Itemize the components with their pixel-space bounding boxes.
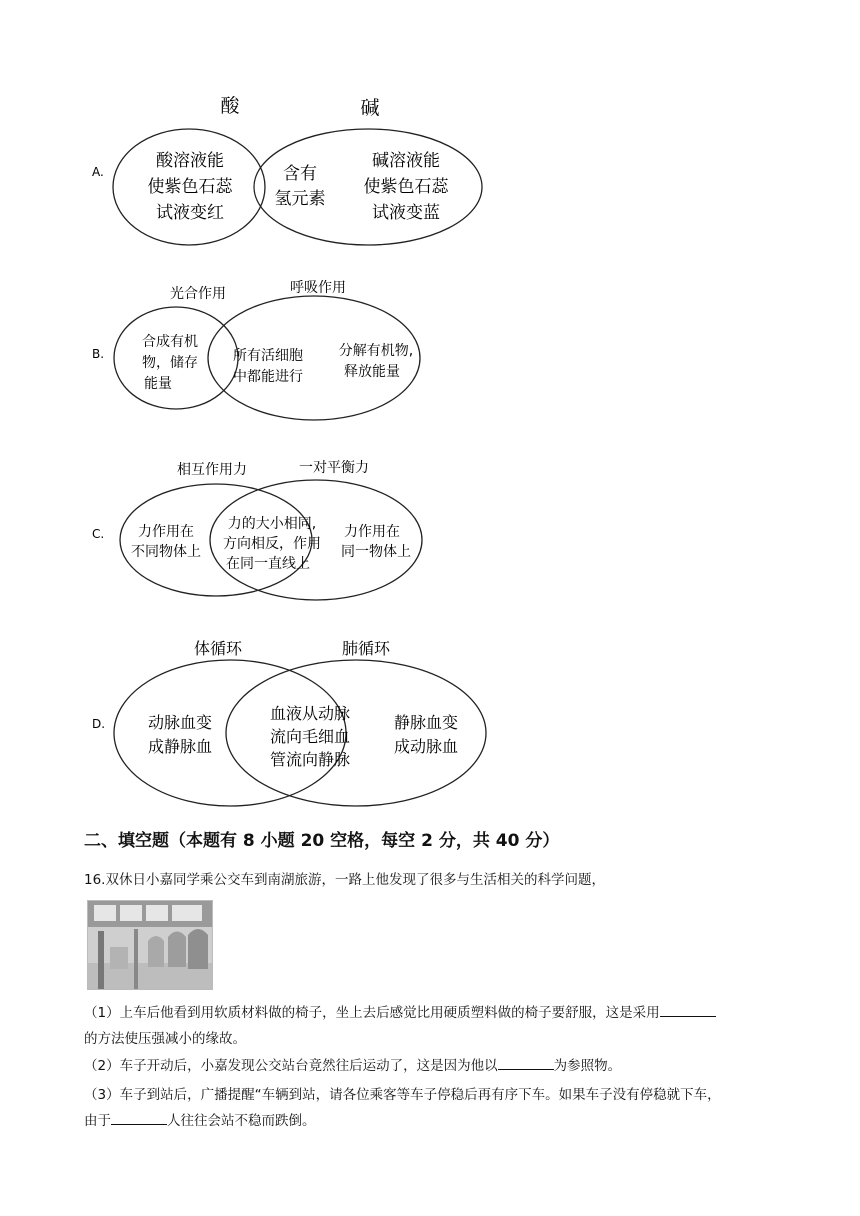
left-text-1: 力作用在 bbox=[138, 524, 194, 540]
option-label: B. bbox=[92, 347, 105, 361]
venn-diagram-c bbox=[0, 450, 520, 610]
part-3-text-b: 由于 bbox=[84, 1113, 111, 1129]
right-title: 一对平衡力 bbox=[299, 460, 369, 476]
right-text-2: 使紫色石蕊 bbox=[363, 177, 449, 197]
center-text-1: 含有 bbox=[283, 164, 317, 184]
answer-blank-3[interactable] bbox=[111, 1110, 167, 1125]
left-text-1: 合成有机 bbox=[142, 334, 198, 350]
part-2-text-a: （2）车子开动后，小嘉发现公交站台竟然往后运动了，这是因为他以 bbox=[84, 1058, 498, 1074]
part-1-text-b: 的方法使压强减小的缘故。 bbox=[84, 1031, 246, 1047]
center-text-3: 管流向静脉 bbox=[269, 750, 351, 769]
right-title: 碱 bbox=[360, 97, 380, 119]
venn-svg-c bbox=[0, 450, 520, 610]
left-text-2: 不同物体上 bbox=[131, 544, 201, 560]
right-text-1: 碱溶液能 bbox=[372, 151, 440, 171]
center-text-2: 方向相反，作用 bbox=[223, 536, 321, 552]
venn-diagram-a bbox=[0, 80, 520, 260]
part-1-text-a: （1）上车后他看到用软质材料做的椅子，坐上去后感觉比用硬质塑料做的椅子要舒服，这是采用 bbox=[84, 1005, 660, 1021]
left-title: 酸 bbox=[220, 95, 240, 117]
question-16-part-3 bbox=[84, 1082, 764, 1134]
left-text-3: 试液变红 bbox=[156, 203, 224, 223]
question-16-part-2 bbox=[84, 1053, 764, 1079]
left-text-2: 成静脉血 bbox=[147, 737, 213, 756]
left-text-3: 能量 bbox=[144, 376, 172, 392]
left-text-1: 酸溶液能 bbox=[156, 151, 224, 171]
option-label: C. bbox=[92, 527, 105, 541]
center-text-1: 力的大小相同, bbox=[227, 516, 317, 532]
left-title: 光合作用 bbox=[170, 286, 226, 302]
part-2-text-b: 为参照物。 bbox=[553, 1058, 622, 1074]
right-text-2: 同一物体上 bbox=[341, 544, 411, 560]
center-text-1: 血液从动脉 bbox=[269, 704, 351, 723]
section-title: 二、填空题（本题有 8 小题 20 空格，每空 2 分，共 40 分） bbox=[84, 831, 560, 851]
right-title: 呼吸作用 bbox=[290, 280, 346, 296]
right-text-3: 试液变蓝 bbox=[372, 203, 440, 223]
question-16-stem: 16.双休日小嘉同学乘公交车到南湖旅游，一路上他发现了很多与生活相关的科学问题， bbox=[84, 872, 605, 888]
left-text-2: 物，储存 bbox=[142, 355, 198, 371]
center-text-2: 流向毛细血 bbox=[269, 727, 351, 746]
right-text-1: 分解有机物, bbox=[338, 343, 414, 359]
bus-interior-picture bbox=[88, 901, 212, 989]
option-label: A. bbox=[92, 165, 104, 179]
right-text-1: 静脉血变 bbox=[393, 713, 459, 732]
option-label: D. bbox=[92, 717, 106, 731]
bus-interior-photo bbox=[87, 900, 213, 990]
left-title: 相互作用力 bbox=[177, 462, 247, 478]
center-text-1: 所有活细胞 bbox=[233, 348, 303, 364]
right-text-2: 成动脉血 bbox=[393, 737, 459, 756]
left-title: 体循环 bbox=[193, 639, 243, 658]
question-16-part-1 bbox=[84, 1000, 764, 1052]
center-text-2: 中都能进行 bbox=[233, 369, 303, 385]
right-title: 肺循环 bbox=[341, 639, 391, 658]
right-ellipse bbox=[226, 660, 486, 806]
answer-blank-2[interactable] bbox=[498, 1055, 554, 1070]
answer-blank-1[interactable] bbox=[660, 1002, 716, 1017]
center-text-3: 在同一直线上 bbox=[226, 556, 310, 572]
venn-svg-d bbox=[0, 630, 520, 810]
right-text-1: 力作用在 bbox=[344, 524, 400, 540]
right-text-2: 释放能量 bbox=[344, 364, 400, 380]
part-3-text-c: 人往往会站不稳而跌倒。 bbox=[167, 1113, 316, 1129]
center-text-2: 氢元素 bbox=[274, 189, 326, 209]
venn-diagram-d bbox=[0, 630, 520, 810]
venn-svg-a bbox=[0, 80, 520, 260]
venn-diagram-b bbox=[0, 270, 520, 430]
part-3-text-a: （3）车子到站后，广播提醒“车辆到站，请各位乘客等车子停稳后再有序下车。如果车子没有停稳就下车， bbox=[84, 1087, 721, 1103]
left-text-1: 动脉血变 bbox=[147, 713, 213, 732]
left-text-2: 使紫色石蕊 bbox=[147, 177, 233, 197]
venn-svg-b bbox=[0, 270, 520, 430]
